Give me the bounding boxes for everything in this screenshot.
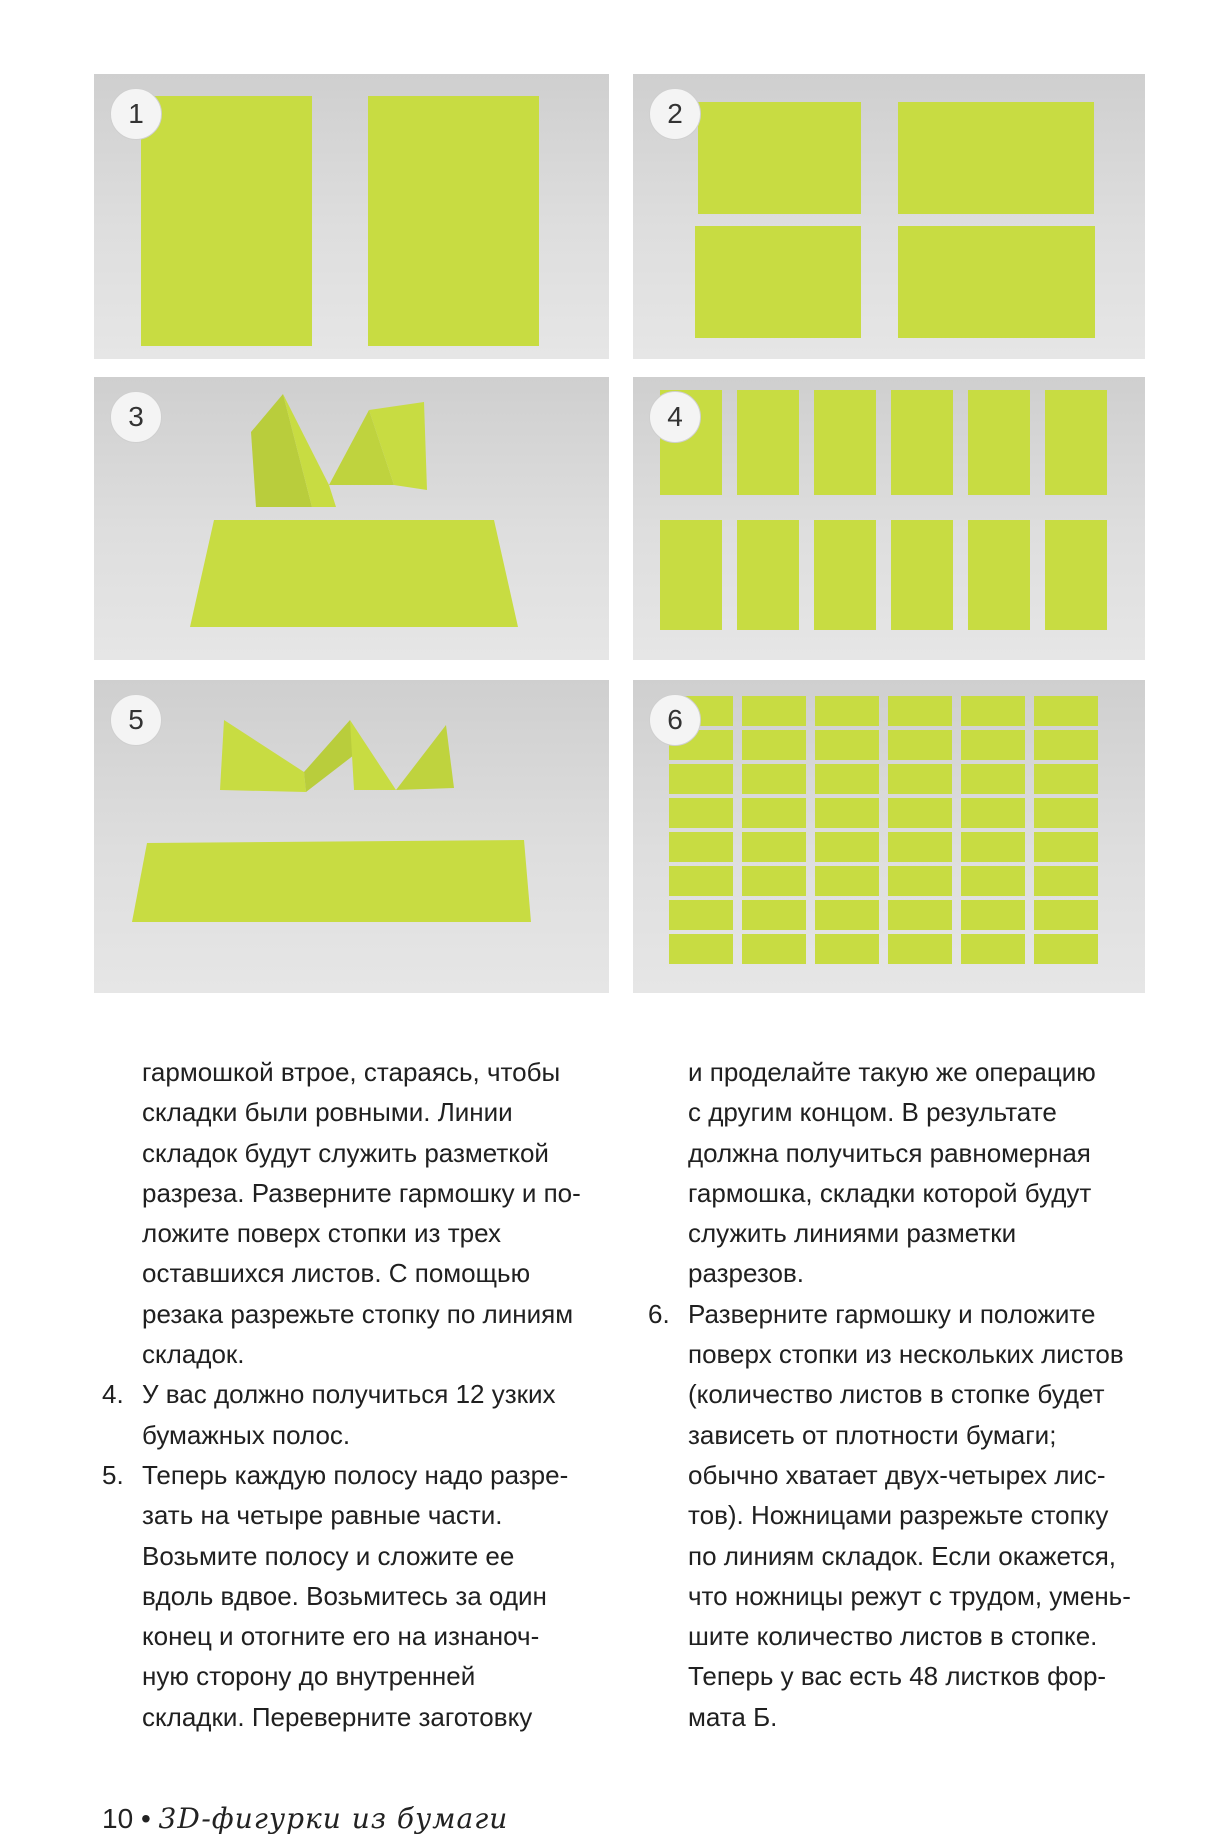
step-number-badge: 5 <box>110 694 162 746</box>
paper-piece <box>961 832 1025 862</box>
paper-piece <box>1034 696 1098 726</box>
page-footer <box>102 1802 508 1835</box>
paper-sheet <box>695 226 861 338</box>
paper-piece <box>888 866 952 896</box>
text-line: (количество листов в стопке будет <box>688 1379 1105 1410</box>
step-photo-5 <box>94 680 609 993</box>
step-number-badge: 3 <box>110 391 162 443</box>
text-line: конец и отогните его на изнаноч- <box>142 1621 540 1652</box>
paper-piece <box>742 866 806 896</box>
step-5-continuation <box>648 1052 1168 1294</box>
paper-strip <box>737 390 799 495</box>
text-line: гармошкой втрое, стараясь, чтобы <box>142 1057 561 1087</box>
paper-sheet <box>898 226 1095 338</box>
paper-sheet <box>898 102 1094 214</box>
paper-piece <box>669 866 733 896</box>
paper-piece <box>888 730 952 760</box>
step-4-item <box>102 1374 622 1455</box>
paper-piece <box>669 900 733 930</box>
paper-strip <box>968 390 1030 495</box>
paper-piece <box>961 900 1025 930</box>
text-line: разрезов. <box>688 1258 805 1289</box>
text-line: Теперь каждую полосу надо разре- <box>142 1459 569 1490</box>
text-line: ную сторону до внутренней <box>142 1661 476 1692</box>
text-line: что ножницы режут с трудом, умень- <box>688 1580 1131 1611</box>
photo-4-illustration <box>633 377 1145 660</box>
step-photo-3 <box>94 377 609 660</box>
paper-piece <box>815 934 879 964</box>
step-3-continuation <box>102 1052 622 1374</box>
paper-piece <box>961 696 1025 726</box>
paper-piece <box>1034 866 1098 896</box>
photo-5-illustration <box>94 680 609 993</box>
text-line: складки. Переверните заготовку <box>142 1701 533 1732</box>
step-number-badge: 1 <box>110 88 162 140</box>
paper-piece <box>815 866 879 896</box>
text-line: зависеть от плотности бумаги; <box>688 1419 1057 1450</box>
text-line: складок будут служить разметкой <box>142 1137 549 1168</box>
paper-strip <box>814 390 876 495</box>
text-line: мата Б. <box>688 1701 778 1732</box>
step-number-badge: 2 <box>649 88 701 140</box>
text-line: ложите поверх стопки из трех <box>142 1218 501 1249</box>
paper-piece <box>888 798 952 828</box>
folded-accordion-strip <box>251 394 427 507</box>
text-line: должна получиться равномерная <box>688 1137 1091 1168</box>
book-title: 3D-фигурки из бумаги <box>158 1802 509 1835</box>
text-line: складки были ровными. Линии <box>142 1097 513 1128</box>
text-line: У вас должно получиться 12 узких <box>142 1379 556 1410</box>
paper-piece <box>888 934 952 964</box>
paper-piece <box>1034 934 1098 964</box>
text-line: тов). Ножницами разрежьте стопку <box>688 1500 1109 1531</box>
paper-piece <box>742 764 806 794</box>
paper-strip <box>814 520 876 630</box>
text-line: гармошка, складки которой будут <box>688 1177 1092 1208</box>
step-number-badge: 4 <box>649 391 701 443</box>
paper-piece <box>961 764 1025 794</box>
paper-piece <box>815 832 879 862</box>
folded-accordion-strip <box>220 720 454 792</box>
photo-6-illustration <box>633 680 1145 993</box>
photo-1-illustration <box>94 74 609 359</box>
paper-piece <box>1034 832 1098 862</box>
paper-piece <box>815 900 879 930</box>
footer-bullet: • <box>140 1803 151 1834</box>
text-line: служить линиями разметки <box>688 1218 1017 1249</box>
paper-piece <box>1034 900 1098 930</box>
paper-piece <box>669 798 733 828</box>
paper-piece <box>742 730 806 760</box>
paper-piece <box>961 798 1025 828</box>
photo-2-illustration <box>633 74 1145 359</box>
paper-piece <box>742 832 806 862</box>
text-line: шите количество листов в стопке. <box>688 1621 1098 1652</box>
left-text-column <box>102 1052 622 1737</box>
paper-piece <box>742 696 806 726</box>
text-line: Возьмите полосу и сложите ее <box>142 1540 515 1571</box>
text-line: обычно хватает двух-четырех лис- <box>688 1459 1106 1490</box>
text-line: и проделайте такую же операцию <box>688 1057 1096 1087</box>
paper-piece <box>742 934 806 964</box>
paper-piece <box>888 764 952 794</box>
photo-3-illustration <box>94 377 609 660</box>
step-number: 6. <box>648 1298 670 1329</box>
text-line: резака разрежьте стопку по линиям <box>142 1298 574 1329</box>
paper-piece <box>669 764 733 794</box>
text-line: вдоль вдвое. Возьмитесь за один <box>142 1580 547 1611</box>
step-number: 4. <box>102 1379 124 1410</box>
step-photo-4 <box>633 377 1145 660</box>
text-line: оставшихся листов. С помощью <box>142 1258 531 1289</box>
paper-strip <box>737 520 799 630</box>
paper-sheet <box>190 520 518 627</box>
text-line: бумажных полос. <box>142 1419 351 1450</box>
text-line: поверх стопки из нескольких листов <box>688 1339 1124 1370</box>
step-photo-2 <box>633 74 1145 359</box>
step-photo-1 <box>94 74 609 359</box>
paper-piece <box>815 696 879 726</box>
step-5-item <box>102 1455 622 1737</box>
text-line: складок. <box>142 1339 245 1370</box>
paper-strip <box>891 390 953 495</box>
page-number: 10 <box>102 1803 134 1834</box>
paper-piece <box>1034 764 1098 794</box>
paper-piece <box>742 900 806 930</box>
paper-piece <box>742 798 806 828</box>
text-line: Разверните гармошку и положите <box>688 1298 1096 1329</box>
paper-sheet <box>698 102 861 214</box>
text-line: разреза. Разверните гармошку и по- <box>142 1177 581 1208</box>
paper-sheet <box>132 840 531 922</box>
paper-strip <box>891 520 953 630</box>
paper-piece <box>815 730 879 760</box>
paper-piece <box>961 730 1025 760</box>
paper-strip <box>660 520 722 630</box>
paper-piece <box>888 832 952 862</box>
text-line: Теперь у вас есть 48 листков фор- <box>688 1661 1107 1692</box>
text-line: с другим концом. В результате <box>688 1097 1057 1128</box>
text-line: по линиям складок. Если окажется, <box>688 1540 1117 1571</box>
paper-piece <box>1034 798 1098 828</box>
paper-piece <box>1034 730 1098 760</box>
step-photo-6 <box>633 680 1145 993</box>
paper-strip <box>1045 390 1107 495</box>
step-number: 5. <box>102 1459 124 1490</box>
step-number-badge: 6 <box>649 694 701 746</box>
right-text-column <box>648 1052 1168 1737</box>
paper-strip <box>1045 520 1107 630</box>
paper-piece <box>888 900 952 930</box>
paper-piece <box>888 696 952 726</box>
paper-piece <box>669 832 733 862</box>
text-line: зать на четыре равные части. <box>142 1500 503 1531</box>
paper-strip <box>968 520 1030 630</box>
paper-piece <box>961 866 1025 896</box>
paper-piece <box>669 934 733 964</box>
paper-piece <box>961 934 1025 964</box>
paper-sheet <box>368 96 539 346</box>
paper-piece-grid <box>669 696 1098 964</box>
paper-piece <box>815 798 879 828</box>
paper-piece <box>815 764 879 794</box>
paper-sheet <box>141 96 312 346</box>
step-6-item <box>648 1294 1168 1737</box>
